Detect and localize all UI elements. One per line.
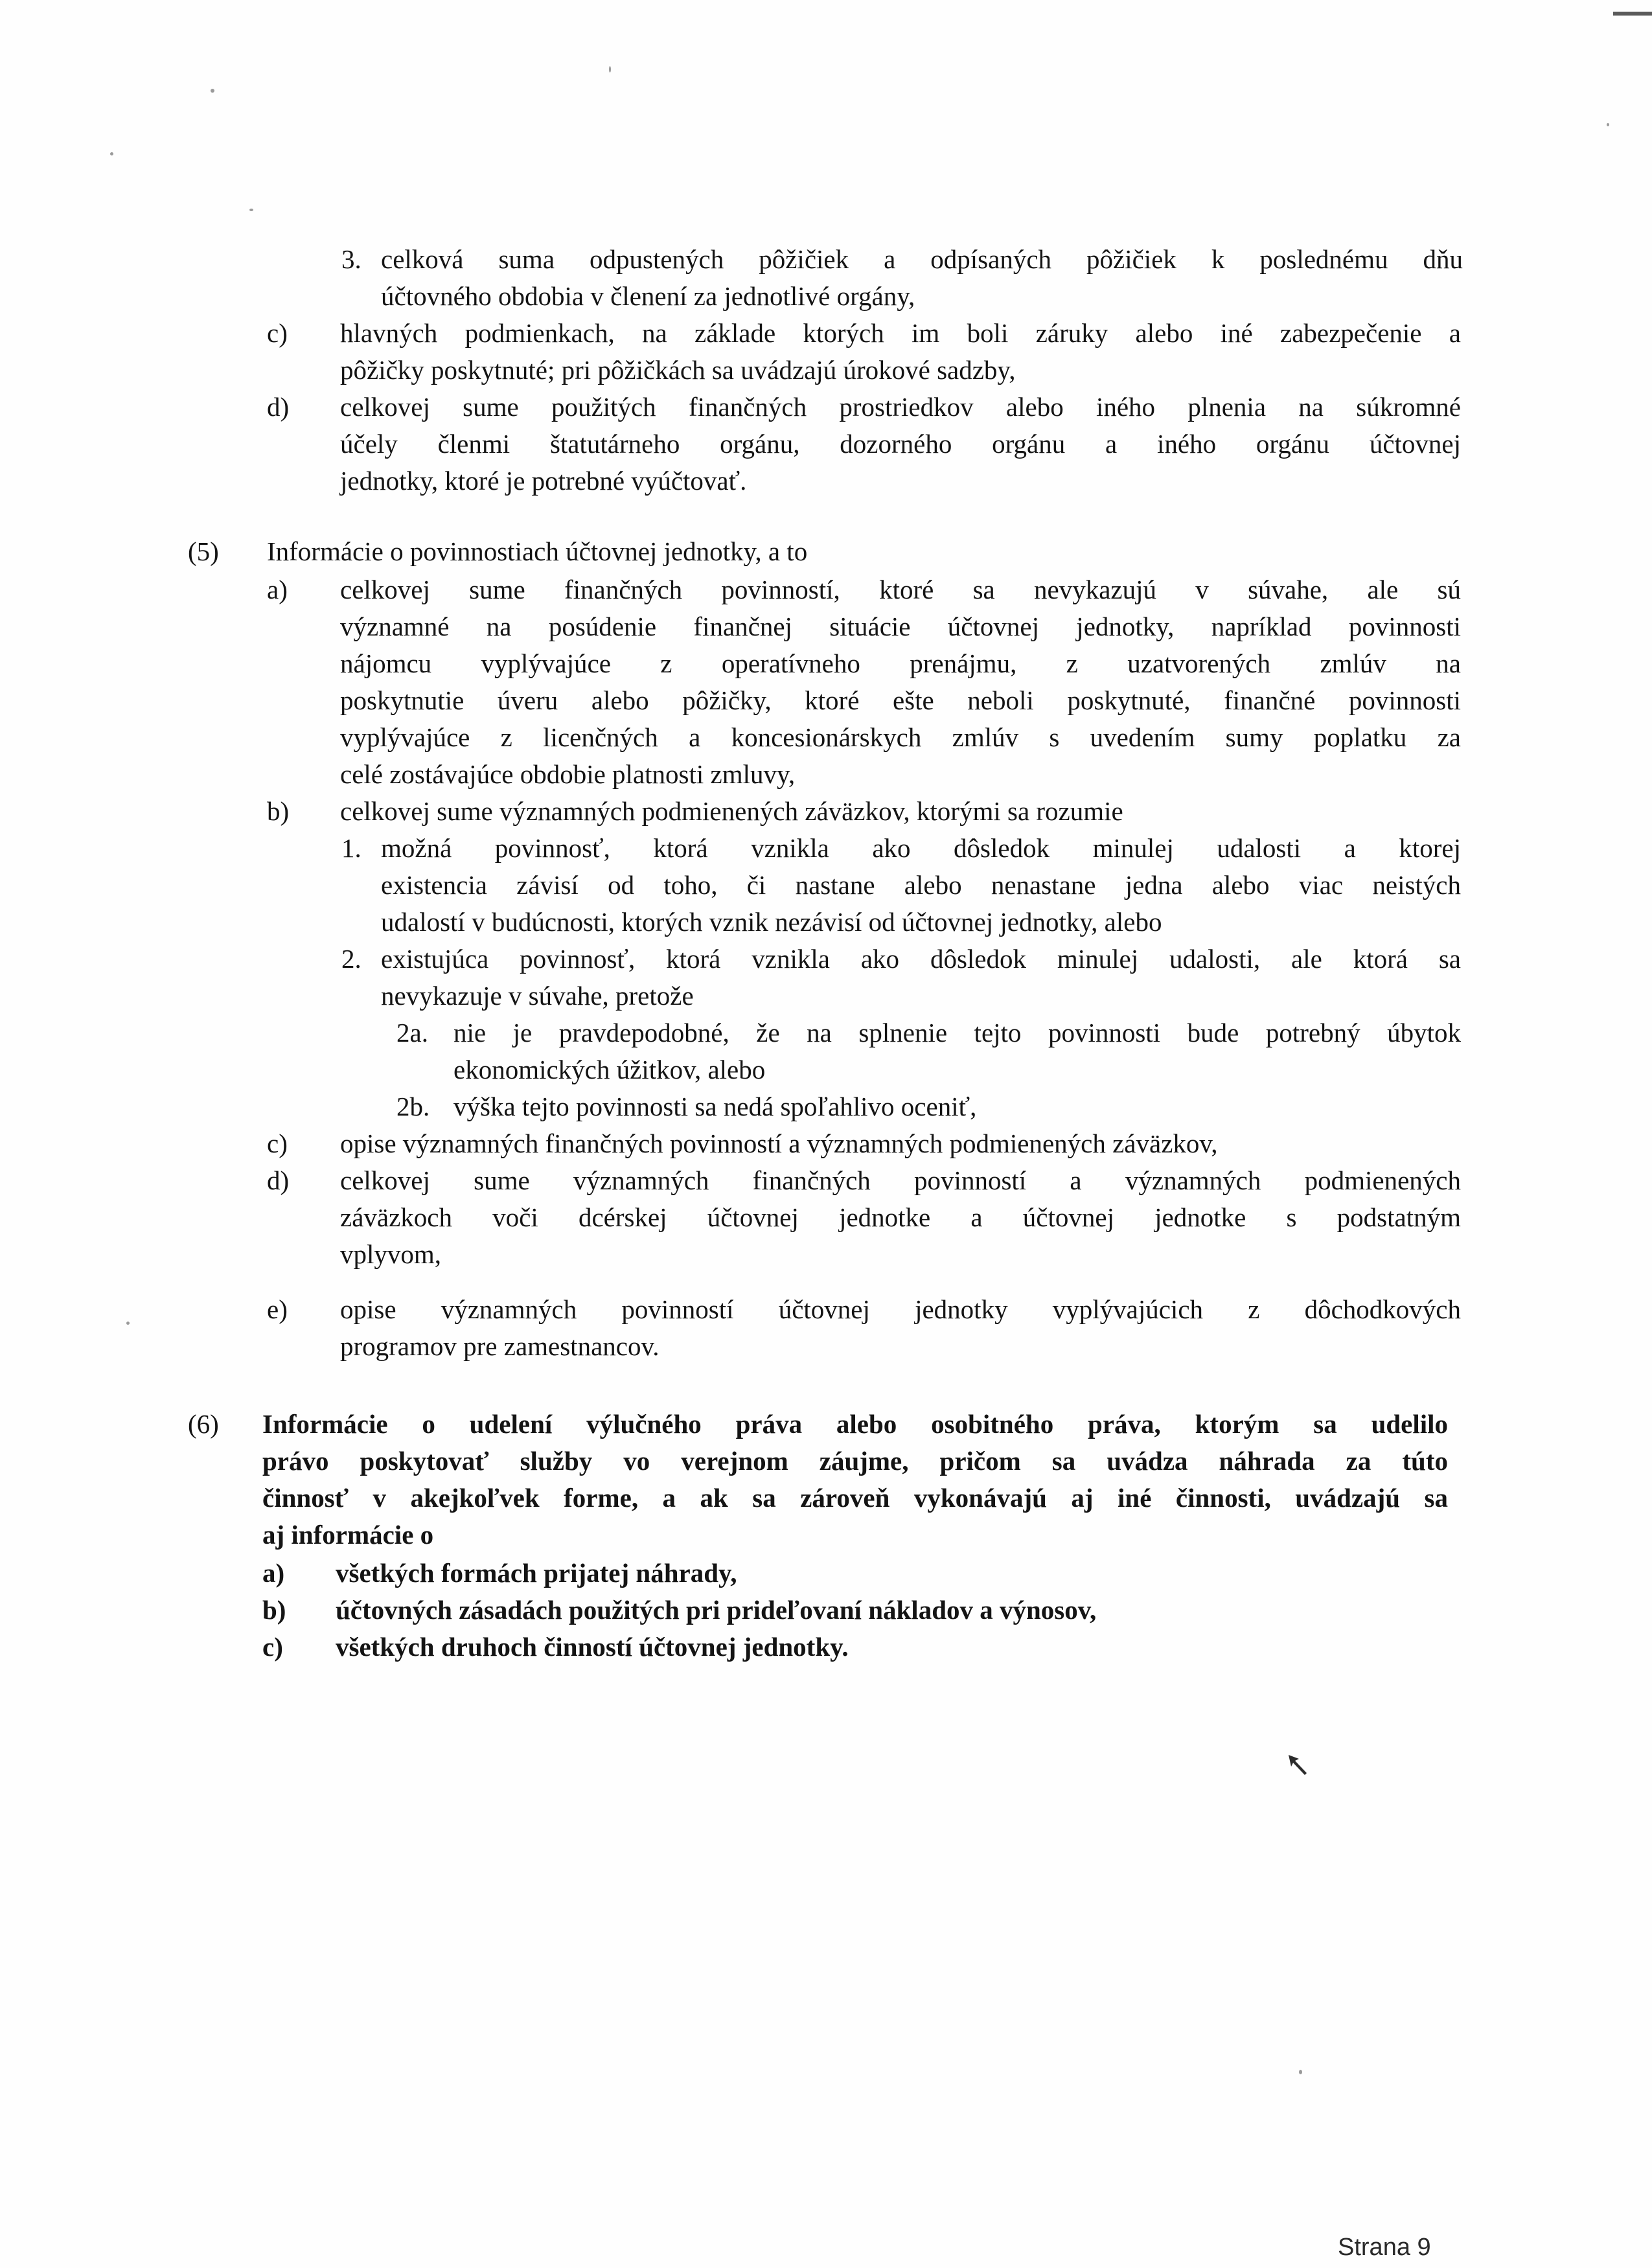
text-line: nevykazuje v súvahe, pretože bbox=[381, 981, 694, 1011]
text-line: celkovej sume významných podmienených záväzkov, ktorými sa rozumie bbox=[340, 796, 1123, 826]
text-line: všetkých druhoch činností účtovnej jednotky. bbox=[336, 1632, 849, 1662]
text-line: všetkých formách prijatej náhrady, bbox=[336, 1558, 737, 1588]
item-number: 3. bbox=[341, 244, 361, 274]
text-line: existencia závisí od toho, či nastane alebo nenastane jedna alebo viac neistých bbox=[381, 870, 1461, 900]
text-line: opise významných finančných povinností a významných podmienených záväzkov, bbox=[340, 1128, 1218, 1158]
scan-speck bbox=[211, 89, 214, 93]
text-line: výška tejto povinnosti sa nedá spoľahlivo oceniť, bbox=[453, 1092, 977, 1121]
item-marker: d) bbox=[267, 392, 290, 422]
section-number: (6) bbox=[188, 1409, 219, 1439]
section-number: (5) bbox=[188, 536, 219, 566]
item-marker: b) bbox=[262, 1595, 286, 1625]
scan-speck bbox=[110, 152, 113, 155]
item-marker: c) bbox=[267, 318, 288, 348]
text-line: vyplývajúce z licenčných a koncesionárskych zmlúv s uvedením sumy poplatku za bbox=[340, 722, 1461, 752]
item-marker: c) bbox=[267, 1128, 288, 1158]
text-line: nájomcu vyplývajúce z operatívneho prenájmu, z uzatvorených zmlúv na bbox=[340, 648, 1461, 678]
text-line: poskytnutie úveru alebo pôžičky, ktoré ešte neboli poskytnuté, finančné povinnosti bbox=[340, 685, 1461, 715]
text-line: hlavných podmienkach, na základe ktorých im boli záruky alebo iné zabezpečenie a bbox=[340, 318, 1461, 348]
section-heading: Informácie o povinnostiach účtovnej jednotky, a to bbox=[267, 536, 808, 566]
item-number: 2a. bbox=[396, 1018, 428, 1048]
text-line: existujúca povinnosť, ktorá vznikla ako dôsledok minulej udalosti, ale ktorá sa bbox=[381, 944, 1461, 974]
text-line: vplyvom, bbox=[340, 1239, 442, 1269]
scan-speck bbox=[1607, 123, 1609, 126]
item-number: 2. bbox=[341, 944, 361, 974]
text-line: Informácie o udelení výlučného práva alebo osobitného práva, ktorým sa udelilo bbox=[262, 1409, 1448, 1439]
item-marker: d) bbox=[267, 1165, 290, 1195]
text-line: záväzkoch voči dcérskej účtovnej jednotke a účtovnej jednotke s podstatným bbox=[340, 1202, 1461, 1232]
item-number: 1. bbox=[341, 833, 361, 863]
arrow-mark-icon bbox=[1286, 1752, 1312, 1778]
scan-speck bbox=[249, 209, 253, 211]
text-line: udalostí v budúcnosti, ktorých vznik nezávisí od účtovnej jednotky, alebo bbox=[381, 907, 1162, 937]
item-marker: a) bbox=[267, 575, 288, 604]
text-line: nie je pravdepodobné, že na splnenie tejto povinnosti bude potrebný úbytok bbox=[453, 1018, 1461, 1048]
scan-speck bbox=[126, 1322, 130, 1325]
text-line: jednotky, ktoré je potrebné vyúčtovať. bbox=[340, 466, 747, 496]
text-line: významné na posúdenie finančnej situácie účtovnej jednotky, napríklad povinnosti bbox=[340, 612, 1461, 641]
text-line: celé zostávajúce obdobie platnosti zmluvy, bbox=[340, 759, 796, 789]
scan-speck bbox=[1299, 2070, 1302, 2074]
page-number: Strana 9 bbox=[1338, 2234, 1431, 2260]
text-line: možná povinnosť, ktorá vznikla ako dôsledok minulej udalosti a ktorej bbox=[381, 833, 1461, 863]
text-line: celková suma odpustených pôžičiek a odpísaných pôžičiek k poslednému dňu bbox=[381, 244, 1463, 274]
item-marker: e) bbox=[267, 1294, 288, 1324]
text-line: účely členmi štatutárneho orgánu, dozorného orgánu a iného orgánu účtovnej bbox=[340, 429, 1461, 459]
text-line: právo poskytovať služby vo verejnom záujme, pričom sa uvádza náhrada za túto bbox=[262, 1446, 1448, 1476]
text-line: programov pre zamestnancov. bbox=[340, 1331, 660, 1361]
item-number: 2b. bbox=[396, 1092, 430, 1121]
text-line: účtovného obdobia v členení za jednotlivé orgány, bbox=[381, 281, 915, 311]
item-marker: a) bbox=[262, 1558, 285, 1588]
text-line: činnosť v akejkoľvek forme, a ak sa zároveň vykonávajú aj iné činnosti, uvádzajú sa bbox=[262, 1483, 1448, 1513]
text-line: účtovných zásadách použitých pri prideľovaní nákladov a výnosov, bbox=[336, 1595, 1097, 1625]
text-line: ekonomických úžitkov, alebo bbox=[453, 1055, 766, 1084]
text-line: aj informácie o bbox=[262, 1520, 434, 1550]
item-marker: c) bbox=[262, 1632, 283, 1662]
scan-speck bbox=[609, 66, 611, 73]
scan-edge-mark bbox=[1613, 12, 1652, 16]
text-line: celkovej sume významných finančných povinností a významných podmienených bbox=[340, 1165, 1461, 1195]
text-line: celkovej sume finančných povinností, ktoré sa nevykazujú v súvahe, ale sú bbox=[340, 575, 1461, 604]
item-marker: b) bbox=[267, 796, 290, 826]
text-line: pôžičky poskytnuté; pri pôžičkách sa uvádzajú úrokové sadzby, bbox=[340, 355, 1016, 385]
text-line: opise významných povinností účtovnej jednotky vyplývajúcich z dôchodkových bbox=[340, 1294, 1461, 1324]
text-line: celkovej sume použitých finančných prostriedkov alebo iného plnenia na súkromné bbox=[340, 392, 1461, 422]
